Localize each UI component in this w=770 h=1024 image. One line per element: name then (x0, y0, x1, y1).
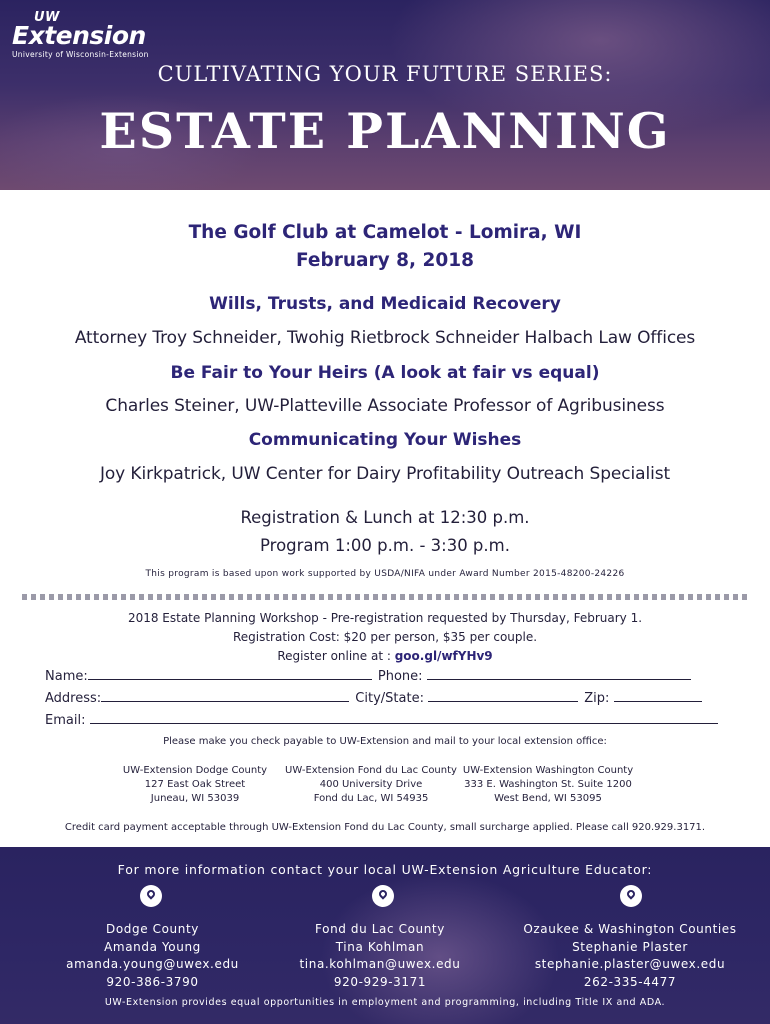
location-pin-icon (620, 885, 642, 907)
office-street: 127 East Oak Street (144, 779, 246, 790)
form-row-address (45, 689, 702, 706)
event-date: February 8, 2018 (296, 250, 474, 271)
check-instructions: Please make you check payable to UW-Extension and mail to your local extension office: (163, 736, 607, 747)
registration-time: Registration & Lunch at 12:30 p.m. (240, 508, 530, 527)
contact-region: Dodge County (106, 922, 199, 936)
event-venue: The Golf Club at Camelot - Lomira, WI (188, 222, 582, 243)
event-info (0, 219, 770, 275)
contact-phone: 920-929-3171 (333, 974, 427, 989)
logo-extension: Extension (12, 21, 146, 50)
contact-card (505, 921, 755, 991)
city-state-label: City/State: (355, 691, 424, 706)
contact-card (280, 921, 480, 991)
session-title: Be Fair to Your Heirs (A look at fair vs equal) (170, 363, 600, 383)
office-street: 333 E. Washington St. Suite 1200 (464, 779, 632, 790)
office-street: 400 University Drive (319, 779, 423, 790)
cut-line-divider (22, 594, 748, 600)
office-city: West Bend, WI 53095 (494, 793, 602, 804)
session-speaker: Joy Kirkpatrick, UW Center for Dairy Profitability Outreach Specialist (99, 464, 671, 484)
logo-uw: UW (34, 10, 60, 25)
contact-region: Fond du Lac County (315, 922, 445, 936)
phone-field[interactable] (427, 667, 691, 680)
zip-field[interactable] (614, 689, 702, 702)
registration-online-label: Register online at : (277, 649, 395, 663)
email-label: Email: (45, 713, 86, 728)
logo-subtitle: University of Wisconsin-Extension (12, 50, 149, 59)
form-row-email (45, 711, 718, 728)
contact-email[interactable]: tina.kohlman@uwex.edu (299, 957, 461, 971)
uw-extension-logo (12, 12, 149, 59)
session-title: Wills, Trusts, and Medicaid Recovery (209, 294, 561, 314)
zip-label: Zip: (584, 691, 610, 706)
session-speaker: Attorney Troy Schneider, Twohig Rietbrock Schneider Halbach Law Offices (74, 328, 696, 348)
location-pin-icon (372, 885, 394, 907)
page-title: ESTATE PLANNING (99, 102, 671, 160)
contact-phone: 262-335-4477 (583, 974, 677, 989)
registration-online (0, 647, 770, 666)
contact-email[interactable]: stephanie.plaster@uwex.edu (534, 957, 726, 971)
office-name: UW-Extension Fond du Lac County (285, 765, 457, 776)
contact-name: Tina Kohlman (335, 939, 425, 954)
contact-phone: 920-386-3790 (106, 974, 199, 989)
city-state-field[interactable] (428, 689, 578, 702)
office-name: UW-Extension Dodge County (122, 765, 268, 776)
office-address (458, 764, 638, 806)
equal-opportunity-statement: UW-Extension provides equal opportunities in employment and programming, including Title IX and ADA. (104, 997, 666, 1008)
office-address (278, 764, 464, 806)
registration-link[interactable]: goo.gl/wfYHv9 (394, 649, 493, 663)
contact-region: Ozaukee & Washington Counties (523, 922, 737, 936)
office-name: UW-Extension Washington County (462, 765, 634, 776)
office-address (110, 764, 280, 806)
footer-contacts (0, 847, 770, 1024)
contact-card (45, 921, 260, 991)
header-banner (0, 0, 770, 190)
contact-name: Amanda Young (104, 939, 201, 954)
session-title: Communicating Your Wishes (248, 430, 522, 450)
phone-label: Phone: (377, 669, 423, 684)
contact-email[interactable]: amanda.young@uwex.edu (66, 957, 239, 971)
award-note: This program is based upon work supported by USDA/NIFA under Award Number 2015-48200-24226 (145, 569, 625, 579)
schedule (0, 504, 770, 560)
office-city: Juneau, WI 53039 (150, 793, 240, 804)
form-row-name-phone (45, 667, 691, 684)
office-city: Fond du Lac, WI 54935 (313, 793, 429, 804)
address-label: Address: (45, 691, 102, 706)
contact-name: Stephanie Plaster (572, 939, 688, 954)
program-time: Program 1:00 p.m. - 3:30 p.m. (260, 536, 510, 555)
name-label: Name: (45, 669, 88, 684)
registration-cost: Registration Cost: $20 per person, $35 per couple. (232, 630, 538, 644)
credit-card-note: Credit card payment acceptable through UW-Extension Fond du Lac County, small surcharge applied. Please call 920.929.3171. (64, 822, 706, 833)
location-pin-icon (140, 885, 162, 907)
footer-heading: For more information contact your local UW-Extension Agriculture Educator: (117, 862, 653, 877)
series-title: CULTIVATING YOUR FUTURE SERIES: (157, 62, 613, 86)
address-field[interactable] (101, 689, 349, 702)
email-field[interactable] (90, 711, 718, 724)
registration-deadline: 2018 Estate Planning Workshop - Pre-registration requested by Thursday, February 1. (127, 611, 643, 625)
name-field[interactable] (88, 667, 372, 680)
session-speaker: Charles Steiner, UW-Platteville Associate Professor of Agribusiness (105, 396, 665, 416)
